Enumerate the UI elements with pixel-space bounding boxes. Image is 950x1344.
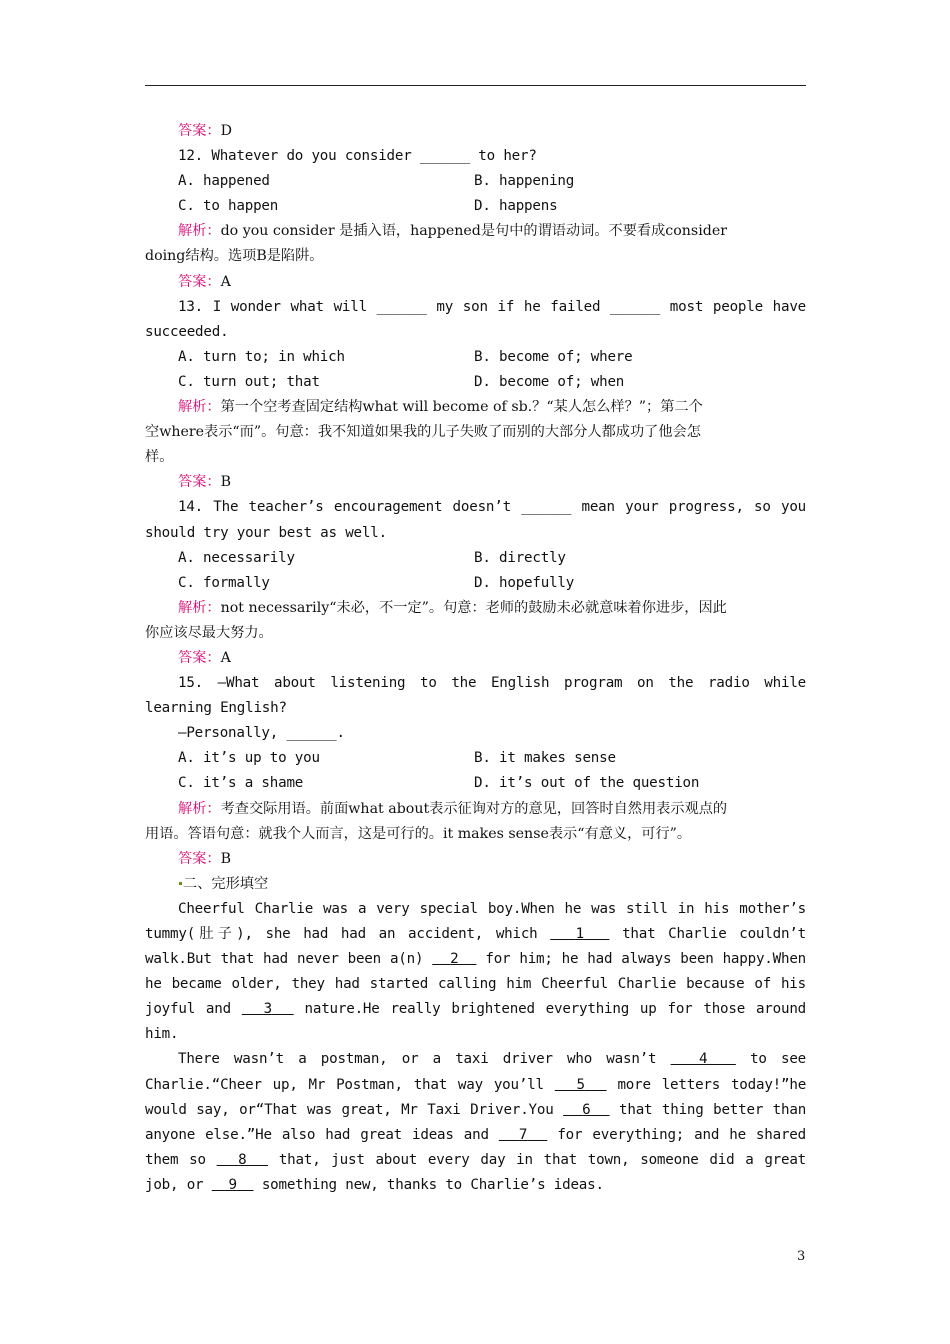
q15-option-a: A. it’s up to you [178, 750, 320, 767]
q13-analysis-line1: 解析：第一个空考查固定结构what will become of sb.？“某人怎么样？”；第二个 [178, 399, 703, 416]
q13-option-c: C. turn out; that [178, 373, 320, 390]
blank-5: 5 [576, 1076, 585, 1093]
q12-analysis-line1: 解析：do you consider 是插入语，happened是句中的谓语动词。不要看成consider [178, 223, 727, 240]
q14-analysis-line2: 你应该尽最大努力。 [145, 624, 273, 641]
q15-options-row2 [145, 771, 806, 796]
q13-option-d: D. become of; when [474, 373, 625, 390]
q15-stem-line2: learning English? [145, 700, 287, 717]
q12-option-b: B. happening [474, 173, 575, 190]
q14-option-c: C. formally [178, 574, 270, 591]
q15-option-d: D. it’s out of the question [474, 775, 700, 792]
blank-7: 7 [518, 1126, 528, 1143]
q14-options-row2 [145, 571, 806, 596]
blank-4: 4 [699, 1051, 708, 1068]
q14-option-b: B. directly [474, 549, 566, 566]
cloze-paragraph-1: Cheerful Charlie was a very special boy.When he was still in his mother’s tummy(肚子), she had had an accident, which 1 that Charlie couldn’t walk.But that had never been a(n) 2 for him; he had always been happy.When he became older, they had started calling him Cheerful Charlie because of his joyful and 3 nature.He really brightened everything up for those around him. [145, 900, 807, 1043]
bullet-dot-icon [179, 882, 182, 885]
q14-stem-line2: should try your best as well. [145, 524, 387, 541]
cloze-paragraph-2: There wasn’t a postman, or a taxi driver who wasn’t 4 to see Charlie.“Cheer up, Mr Postman, that way you’ll 5 more letters today!”he would say, or“That was great, Mr Taxi Driver.You 6 that thing better than anyone else.”He also had great ideas and 7 for everything; and he shared them so 8 that, just about every day in that town, someone did a great job, or 9 something new, thanks to Charlie’s ideas. [145, 1051, 807, 1193]
q12-option-a: A. happened [178, 173, 270, 190]
q12-analysis-line2: doing结构。选项B是陷阱。 [145, 248, 324, 265]
q14-options-row1 [145, 546, 806, 571]
q14-answer: 答案：A [178, 649, 231, 666]
q13-option-b: B. become of; where [474, 348, 633, 365]
q13-options-row2 [145, 370, 806, 395]
page-content [145, 119, 806, 1198]
q13-stem-line2: succeeded. [145, 323, 229, 340]
q13-options-row1 [145, 345, 806, 370]
q13-analysis-line2: 空where表示“而”。句意：我不知道如果我的儿子失败了而别的大部分人都成功了他会怎 [145, 424, 701, 441]
q12-options-row2 [145, 194, 806, 219]
q15-analysis-line2: 用语。答语句意：就我个人而言，这是可行的。it makes sense表示“有意义，可行”。 [145, 825, 692, 842]
q13-stem-line1: 13. I wonder what will ______ my son if he failed ______ most people have [178, 298, 806, 315]
blank-3: 3 [263, 1001, 272, 1018]
q14-option-a: A. necessarily [178, 549, 295, 566]
q11-answer: 答案：D [178, 123, 232, 139]
q12-answer: 答案：A [178, 273, 231, 290]
q14-stem-line1: 14. The teacher’s encouragement doesn’t ______ mean your progress, so you [178, 499, 806, 516]
q15-reply: —Personally, ______. [178, 725, 345, 742]
blank-1: 1 [575, 926, 584, 942]
section2-heading: 二、完形填空 [145, 872, 806, 897]
q14-option-d: D. hopefully [474, 574, 575, 591]
q12-stem: 12. Whatever do you consider ______ to her? [178, 148, 537, 165]
q13-option-a: A. turn to; in which [178, 348, 345, 365]
q12-options-row1 [145, 169, 806, 194]
q15-option-b: B. it makes sense [474, 750, 616, 767]
q15-options-row1 [145, 746, 806, 771]
q15-stem-line1: 15. —What about listening to the English program on the radio while [178, 675, 806, 692]
q15-analysis-line1: 解析：考查交际用语。前面what about表示征询对方的意见，回答时自然用表示观点的 [178, 800, 728, 817]
q13-answer: 答案：B [178, 474, 232, 491]
q12-option-d: D. happens [474, 198, 558, 215]
blank-8: 8 [238, 1151, 247, 1168]
q13-analysis-line3: 样。 [145, 449, 174, 466]
blank-9: 9 [228, 1176, 237, 1193]
blank-6: 6 [582, 1101, 591, 1118]
q14-analysis-line1: 解析：not necessarily“未必，不一定”。句意：老师的鼓励未必就意味着你进步，因此 [178, 599, 727, 616]
q15-option-c: C. it’s a shame [178, 775, 304, 792]
header-rule [145, 85, 806, 86]
page-number: 3 [797, 1249, 806, 1264]
q12-option-c: C. to happen [178, 198, 279, 215]
blank-2: 2 [450, 951, 459, 968]
q15-answer: 答案：B [178, 850, 232, 867]
